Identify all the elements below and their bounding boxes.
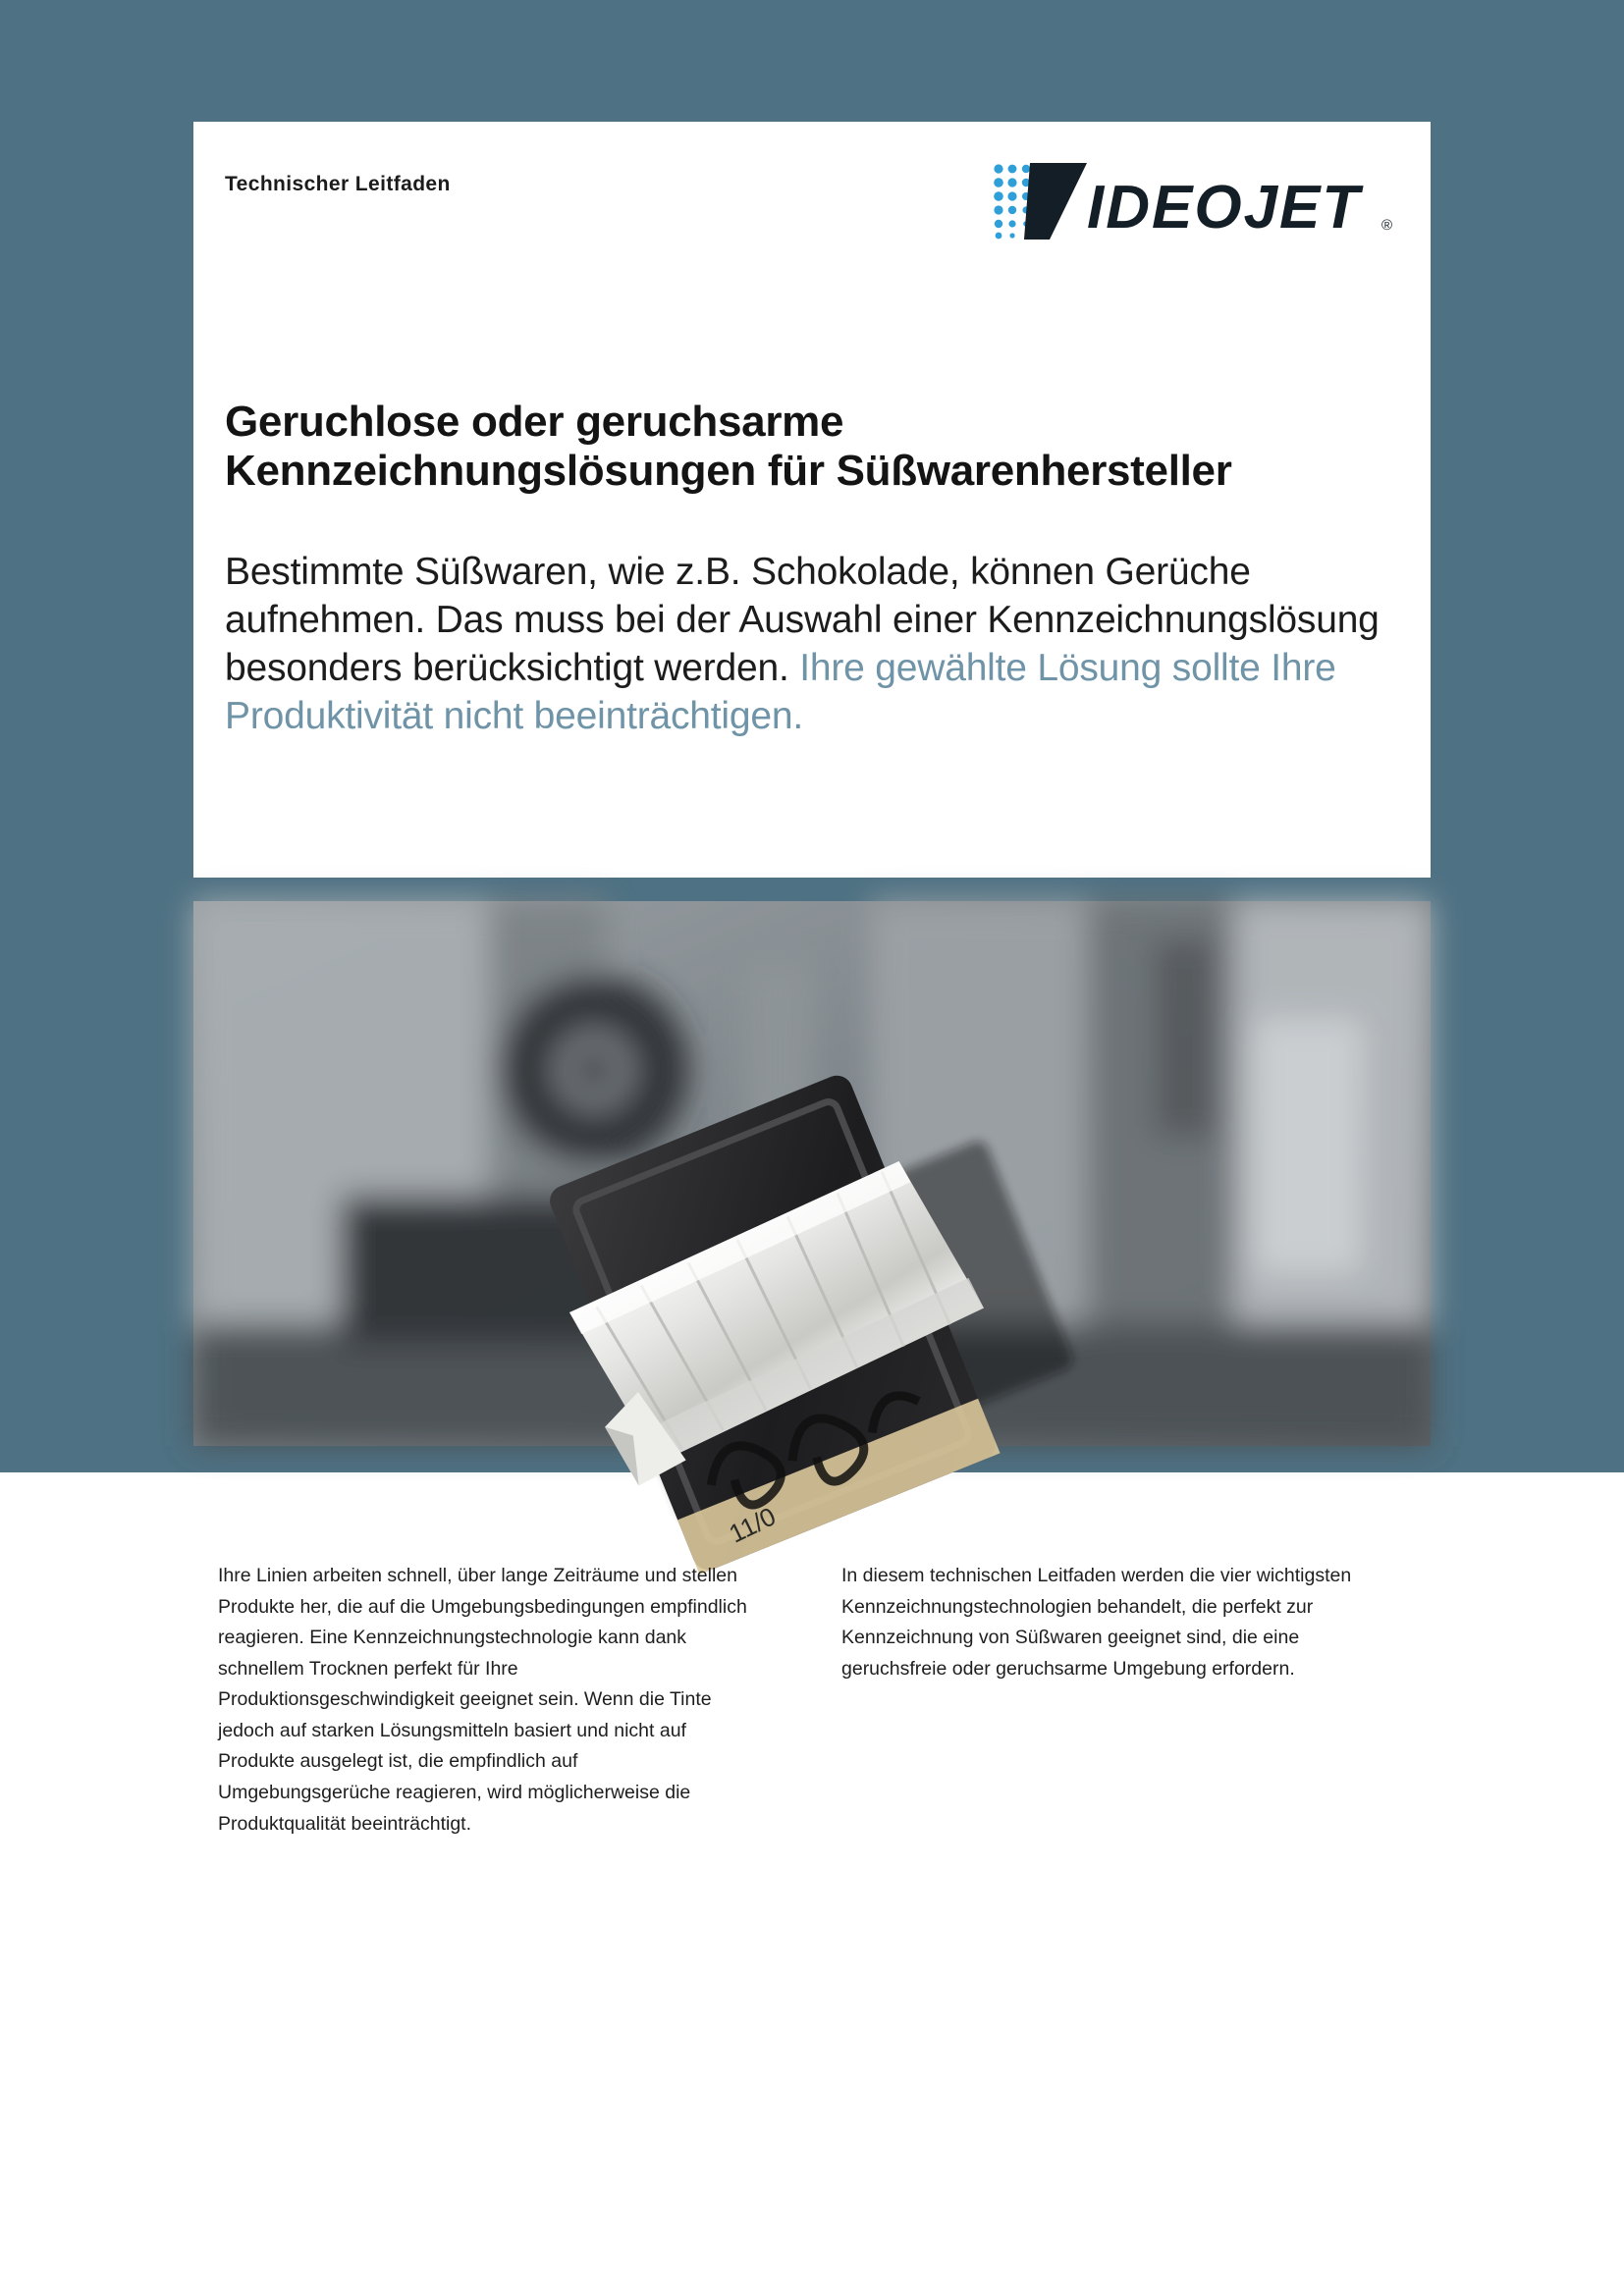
deck-highlight: Ihre gewählte Lösung sollte Ihre Produktivität nicht beeinträchtigen. xyxy=(225,647,1336,738)
svg-text:IDEOJET: IDEOJET xyxy=(1087,174,1362,241)
deck-paragraph xyxy=(225,548,1393,741)
deck-primary: Bestimmte Süßwaren, wie z.B. Schokolade, können Gerüche aufnehmen. Das muss bei der Auswahl einer Kennzeichnungslösung besonders berücksichtigt werden. xyxy=(225,551,1380,690)
body-column-right: In diesem technischen Leitfaden werden die vier wichtigsten Kennzeichnungstechnologien behandelt, die perfekt zur Kennzeichnung von Süßwaren geeignet sind, die eine geruchsfreie oder geruchsarme Umgebung erfordern. xyxy=(841,1565,1352,1680)
headline-line-2: Kennzeichnungslösungen für Süßwarenhersteller xyxy=(225,446,1232,495)
svg-text:®: ® xyxy=(1381,217,1393,234)
videojet-logo xyxy=(985,145,1397,253)
document-kicker: Technischer Leitfaden xyxy=(225,173,451,195)
body-column-left: Ihre Linien arbeiten schnell, über lange Zeiträume und stellen Produkte her, die auf die Umgebungsbedingungen empfindlich reagieren. Eine Kennzeichnungstechnologie kann dank schnellem Trocknen perfekt für Ihre Produktionsgeschwindigkeit geeignet sein. Wenn die Tinte jedoch auf starken Lösungsmitteln basiert und nicht auf Produkte ausgelegt ist, die empfindlich auf Umgebungsgerüche reagieren, wird möglicherweise die Produktqualität beeinträchtigt. xyxy=(218,1565,747,1835)
body-columns xyxy=(218,1561,1426,1840)
page-title xyxy=(225,398,1403,495)
svg-text:11/0: 11/0 xyxy=(724,1501,781,1549)
headline-line-1: Geruchlose oder geruchsarme xyxy=(225,398,844,447)
hero-image xyxy=(193,901,1431,1549)
header-card xyxy=(193,122,1431,878)
